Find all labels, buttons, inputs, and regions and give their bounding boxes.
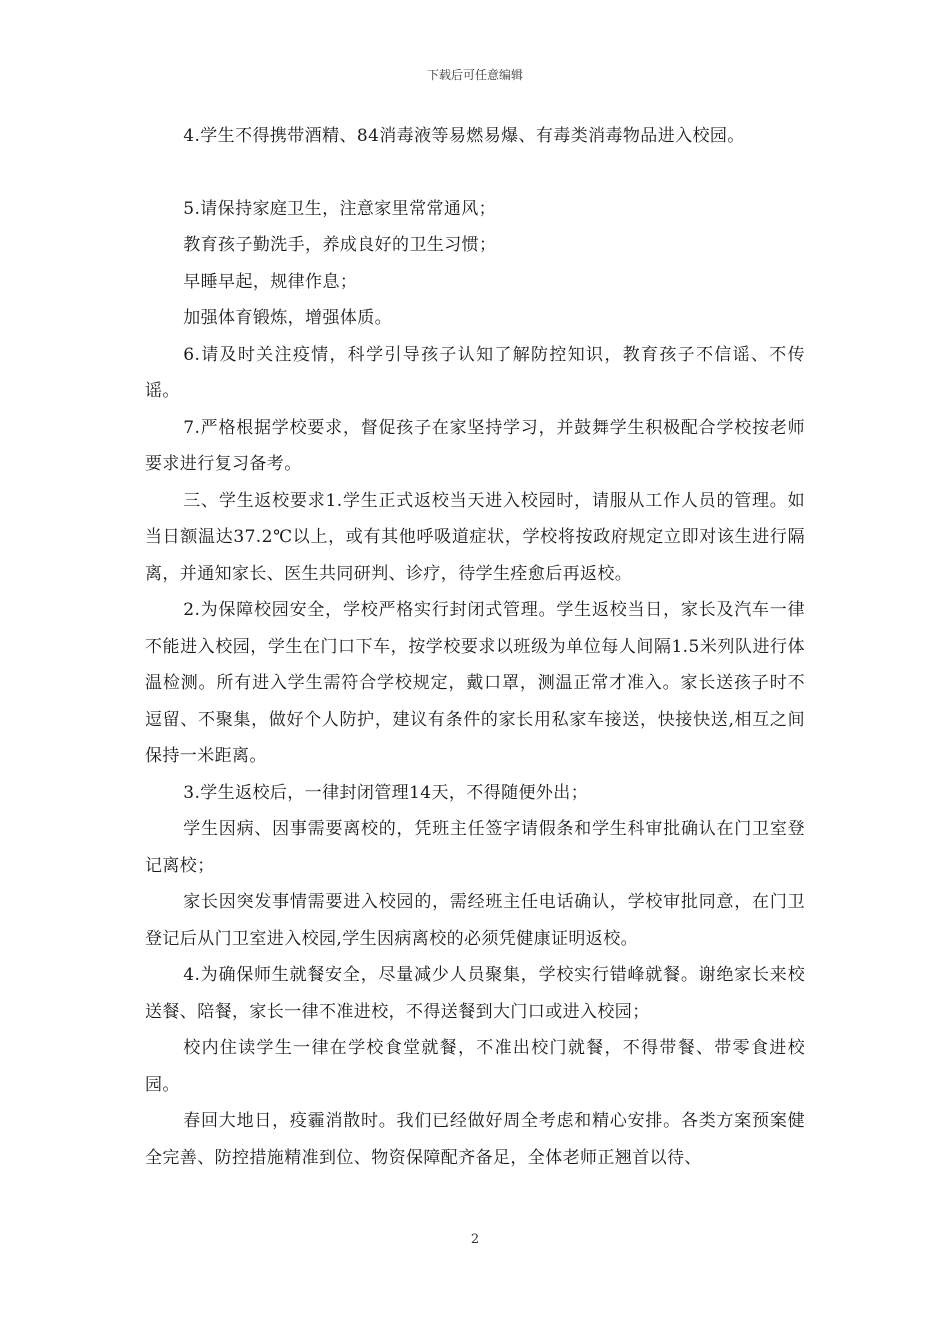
paragraph-closing: 春回大地日，疫霾消散时。我们已经做好周全考虑和精心安排。各类方案预案健全完善、防控措施精准到位、物资保障配齐备足，全体老师正翘首以待、 [145, 1111, 805, 1168]
paragraph-item-4-restriction: 4.学生不得携带酒精、84消毒液等易燃易爆、有毒类消毒物品进入校园。 [183, 126, 745, 146]
document-body [145, 118, 805, 1176]
paragraph-section-3-return: 三、学生返校要求1.学生正式返校当天进入校园时，请服从工作人员的管理。如当日额温达37.2℃以上，或有其他呼吸道症状，学校将按政府规定立即对该生进行隔离，并通知家长、医生共同研判、诊疗，待学生痊愈后再返校。 [145, 490, 805, 584]
page-header: 下载后可任意编辑 [426, 68, 523, 82]
paragraph-item-3-quarantine: 3.学生返校后，一律封闭管理14天，不得随便外出； [183, 782, 589, 803]
paragraph-item-6-epidemic: 6.请及时关注疫情，科学引导孩子认知了解防控知识，教育孩子不信谣、不传谣。 [145, 344, 805, 401]
paragraph-item-4-dining: 4.为确保师生就餐安全，尽量减少人员聚集，学校实行错峰就餐。谢绝家长来校送餐、陪餐，家长一律不准进校，不得送餐到大门口或进入校园； [145, 965, 805, 1022]
page-number: 2 [470, 1232, 480, 1247]
paragraph-item-5-hygiene: 5.请保持家庭卫生，注意家里常常通风； [183, 198, 497, 219]
paragraph-item-7-study: 7.严格根据学校要求，督促孩子在家坚持学习，并鼓舞学生积极配合学校按老师要求进行复习备考。 [145, 417, 805, 474]
paragraph-parent-entry: 家长因突发事情需要进入校园的，需经班主任电话确认，学校审批同意，在门卫登记后从门卫室进入校园,学生因病离校的必须凭健康证明返校。 [145, 892, 805, 949]
paragraph-boarding-dining: 校内住读学生一律在学校食堂就餐，不准出校门就餐，不得带餐、带零食进校园。 [145, 1038, 805, 1095]
paragraph-item-2-closed-management: 2.为保障校园安全，学校严格实行封闭式管理。学生返校当日，家长及汽车一律不能进入校园，学生在门口下车，按学校要求以班级为单位每人间隔1.5米列队进行体温检测。所有进入学生需符合学校规定，戴口罩，测温正常才准入。家长送孩子时不逗留、不聚集，做好个人防护，建议有条件的家长用私家车接送，快接快送,相互之间保持一米距离。 [145, 600, 805, 766]
paragraph-leave-procedure: 学生因病、因事需要离校的，凭班主任签字请假条和学生科审批确认在门卫室登记离校； [145, 819, 805, 876]
paragraph-sleep-schedule: 早睡早起，规律作息； [183, 271, 358, 292]
paragraph-handwashing: 教育孩子勤洗手，养成良好的卫生习惯； [183, 235, 497, 255]
paragraph-exercise: 加强体育锻炼，增强体质。 [183, 308, 393, 328]
